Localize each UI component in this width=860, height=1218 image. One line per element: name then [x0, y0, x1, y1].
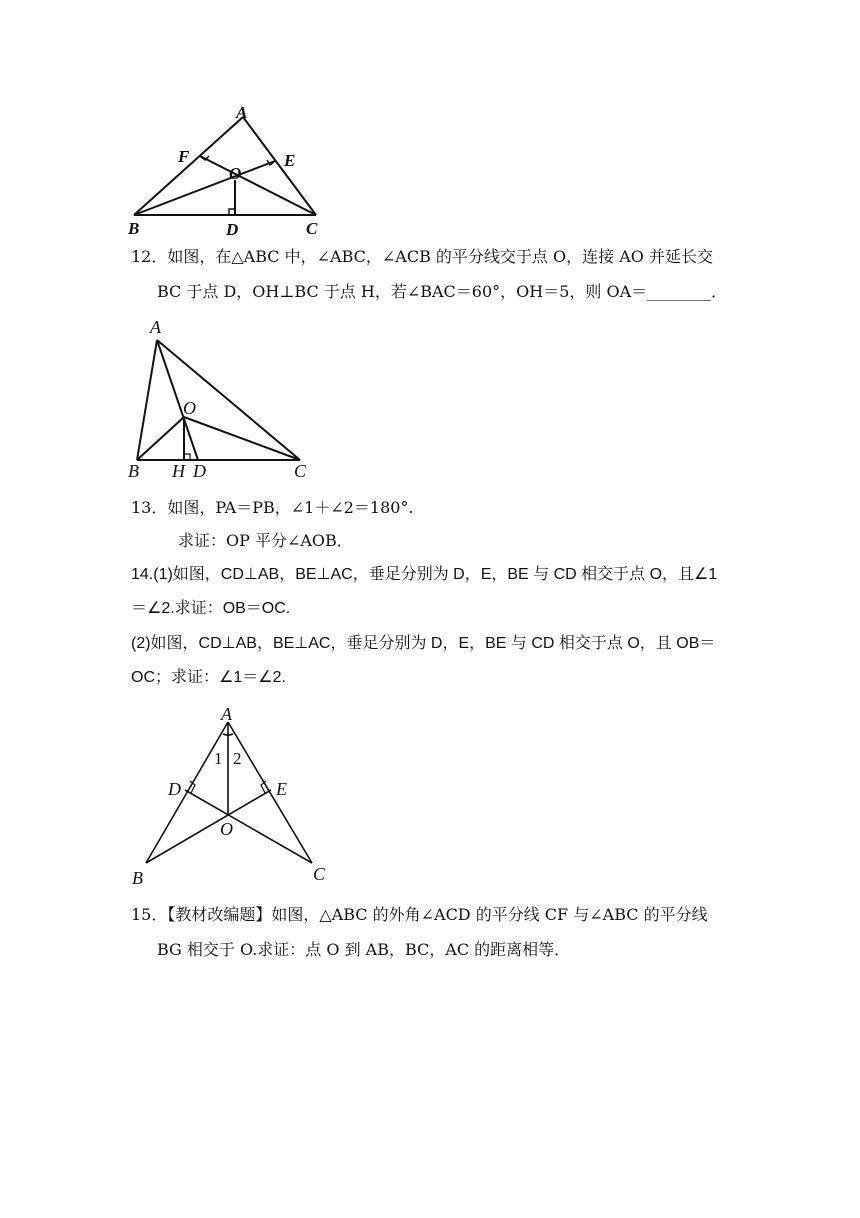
label-c: C [294, 461, 307, 481]
figure-triangle-abc-incenter [120, 96, 340, 241]
segment-cf [200, 156, 316, 215]
label-f: F [178, 147, 190, 166]
q13-line1: 13．如图，PA＝PB，∠1＋∠2＝180°. [131, 498, 414, 517]
segment-be [146, 790, 271, 863]
side-ac [228, 722, 312, 863]
angle-label-2: 2 [233, 749, 242, 768]
q14-part2-line2: OC；求证：∠1＝∠2. [131, 669, 286, 686]
label-c: C [313, 864, 326, 884]
label-b: B [132, 868, 143, 888]
label-e: E [276, 779, 287, 799]
q12-line1: 12．如图，在△ABC 中，∠ABC，∠ACB 的平分线交于点 O，连接 AO 并延长交 [131, 247, 713, 266]
label-a: A [150, 317, 161, 337]
label-o: O [183, 398, 196, 418]
figure-q14 [125, 700, 345, 890]
side-ac [243, 117, 316, 215]
q12-line2: BC 于点 D，OH⊥BC 于点 H，若∠BAC＝60°，OH＝5，则 OA＝________． [157, 282, 728, 301]
q14-part1-line2: ＝∠2.求证：OB＝OC. [131, 600, 291, 617]
side-ab [137, 340, 157, 460]
label-d: D [168, 779, 181, 799]
q15-line1: 15．【教材改编题】如图，△ABC 的外角∠ACD 的平分线 CF 与∠ABC 的平分线 [131, 905, 708, 924]
segment-co [184, 417, 300, 460]
label-d: D [226, 220, 239, 239]
side-ab [146, 722, 228, 863]
segment-be [134, 161, 275, 215]
label-a: A [221, 704, 232, 724]
figure-q12 [120, 315, 330, 480]
q14-part1-line1: 14.(1)如图，CD⊥AB，BE⊥AC，垂足分别为 D，E，BE 与 CD 相交于点 O，且∠1 [131, 566, 718, 583]
label-h: H [172, 461, 185, 481]
segment-cd [185, 790, 312, 863]
label-a: A [236, 103, 248, 122]
label-e: E [284, 151, 296, 170]
label-b: B [128, 461, 139, 481]
label-o: O [220, 819, 233, 839]
angle-label-1: 1 [214, 749, 223, 768]
q14-part2-line1: (2)如图，CD⊥AB，BE⊥AC，垂足分别为 D，E，BE 与 CD 相交于点 O，且 OB＝ [131, 635, 716, 652]
q13-line2: 求证：OP 平分∠AOB． [178, 531, 353, 550]
right-angle-mark-e [261, 781, 266, 793]
label-c: C [306, 219, 318, 238]
label-d: D [193, 461, 206, 481]
label-o: O [229, 164, 242, 183]
label-b: B [128, 219, 140, 238]
q15-line2: BG 相交于 O.求证：点 O 到 AB，BC，AC 的距离相等． [157, 940, 571, 959]
side-ab [134, 117, 243, 215]
